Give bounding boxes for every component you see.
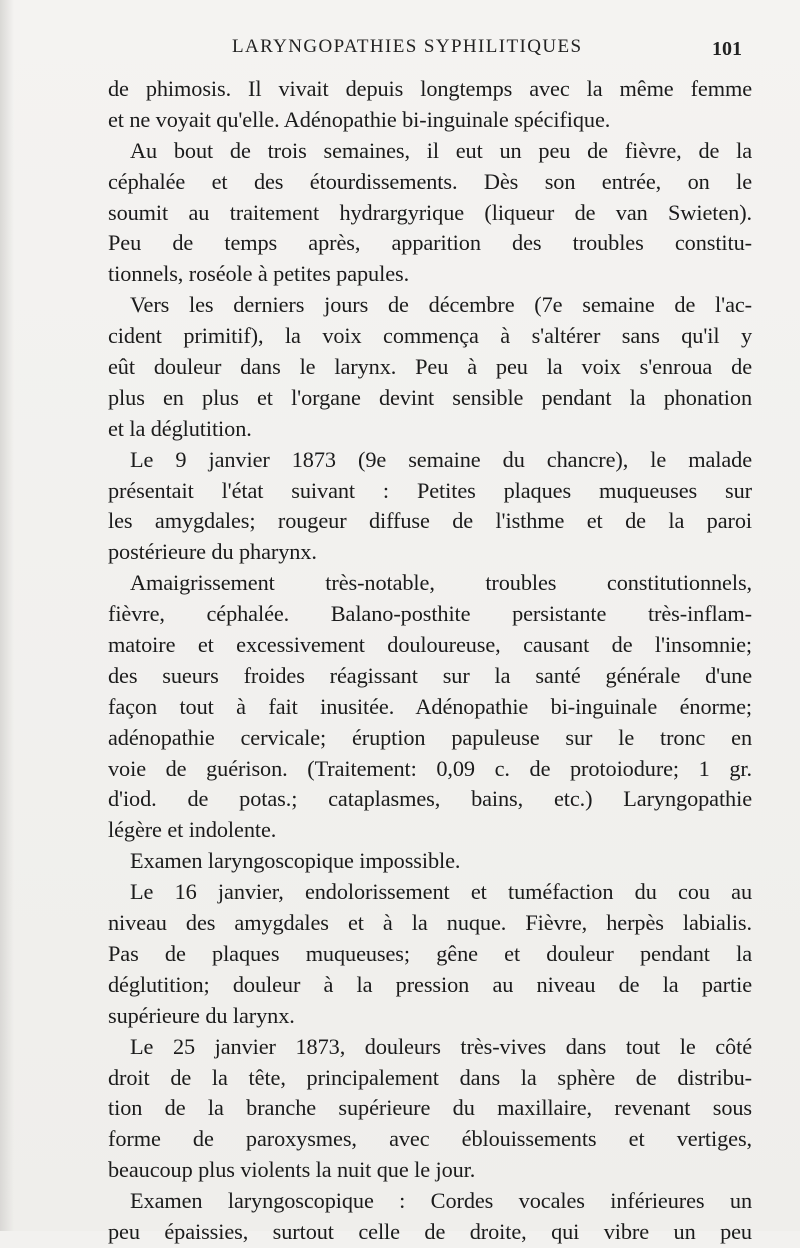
page-number: 101 <box>712 38 742 60</box>
page-gutter-shadow <box>0 0 14 1231</box>
text-line: Pas de plaques muqueuses; gêne et douleur pendant la <box>108 940 752 966</box>
paragraph <box>108 846 752 877</box>
text-line: et la déglutition. <box>108 415 252 441</box>
text-line: Vers les derniers jours de décembre (7e semaine de l'ac- <box>130 292 752 318</box>
text-line: et ne voyait qu'elle. Adénopathie bi-inguinale spécifique. <box>108 106 611 132</box>
text-line: Le 16 janvier, endolorissement et tuméfaction du cou au <box>130 879 752 905</box>
text-line: Examen laryngoscopique impossible. <box>130 848 461 874</box>
text-line: Le 25 janvier 1873, douleurs très-vives dans tout le côté <box>130 1033 752 1059</box>
text-line: adénopathie cervicale; éruption papuleuse sur le tronc en <box>108 724 752 750</box>
text-line: cident primitif), la voix commença à s'altérer sans qu'il y <box>108 323 752 349</box>
text-line: Au bout de trois semaines, il eut un peu de fièvre, de la <box>130 137 752 163</box>
text-line: beaucoup plus violents la nuit que le jour. <box>108 1157 476 1183</box>
text-line: de phimosis. Il vivait depuis longtemps avec la même femme <box>108 76 752 101</box>
text-line: Peu de temps après, apparition des troubles constitu- <box>108 230 752 256</box>
body-text <box>108 74 752 1248</box>
text-line: supérieure du larynx. <box>108 1002 295 1028</box>
paragraph <box>108 1186 752 1248</box>
text-line: droit de la tête, principalement dans la sphère de distribu- <box>108 1064 752 1090</box>
paragraph <box>108 136 752 290</box>
text-line: Le 9 janvier 1873 (9e semaine du chancre), le malade <box>130 446 752 472</box>
text-line: des sueurs froides réagissant sur la santé générale d'une <box>108 662 752 688</box>
text-line: tion de la branche supérieure du maxillaire, revenant sous <box>108 1095 752 1121</box>
text-line: les amygdales; rougeur diffuse de l'isthme et de la paroi <box>108 508 752 534</box>
paragraph <box>108 290 752 444</box>
text-line: eût douleur dans le larynx. Peu à peu la voix s'enroua de <box>108 354 752 380</box>
text-line: fièvre, céphalée. Balano-posthite persistante très-inflam- <box>108 601 752 627</box>
text-line: tionnels, roséole à petites papules. <box>108 261 410 287</box>
paragraph <box>108 568 752 846</box>
text-line: soumit au traitement hydrargyrique (liqueur de van Swieten). <box>108 199 752 225</box>
paragraph <box>108 445 752 569</box>
running-title: LARYNGOPATHIES SYPHILITIQUES <box>232 36 583 57</box>
text-line: Examen laryngoscopique : Cordes vocales inférieures un <box>130 1188 752 1214</box>
text-line: déglutition; douleur à la pression au niveau de la partie <box>108 971 752 997</box>
text-line: peu épaissies, surtout celle de droite, qui vibre un peu <box>108 1218 752 1244</box>
paragraph <box>108 1032 752 1186</box>
text-line: postérieure du pharynx. <box>108 539 317 565</box>
paragraph <box>108 877 752 1031</box>
text-line: céphalée et des étourdissements. Dès son entrée, on le <box>108 168 752 194</box>
paragraph <box>108 74 752 136</box>
text-line: d'iod. de potas.; cataplasmes, bains, etc.) Laryngopathie <box>108 786 752 812</box>
text-line: niveau des amygdales et à la nuque. Fièvre, herpès labialis. <box>108 910 752 936</box>
page-header <box>0 36 800 66</box>
text-line: façon tout à fait inusitée. Adénopathie bi-inguinale énorme; <box>108 693 752 719</box>
text-line: présentait l'état suivant : Petites plaques muqueuses sur <box>108 477 752 503</box>
text-line: voie de guérison. (Traitement: 0,09 c. de protoiodure; 1 gr. <box>108 755 752 781</box>
text-line: Amaigrissement très-notable, troubles constitutionnels, <box>130 570 752 596</box>
text-line: forme de paroxysmes, avec éblouissements et vertiges, <box>108 1126 752 1152</box>
text-line: matoire et excessivement douloureuse, causant de l'insomnie; <box>108 632 752 658</box>
text-line: légère et indolente. <box>108 817 277 843</box>
text-line: plus en plus et l'organe devint sensible pendant la phonation <box>108 384 752 410</box>
